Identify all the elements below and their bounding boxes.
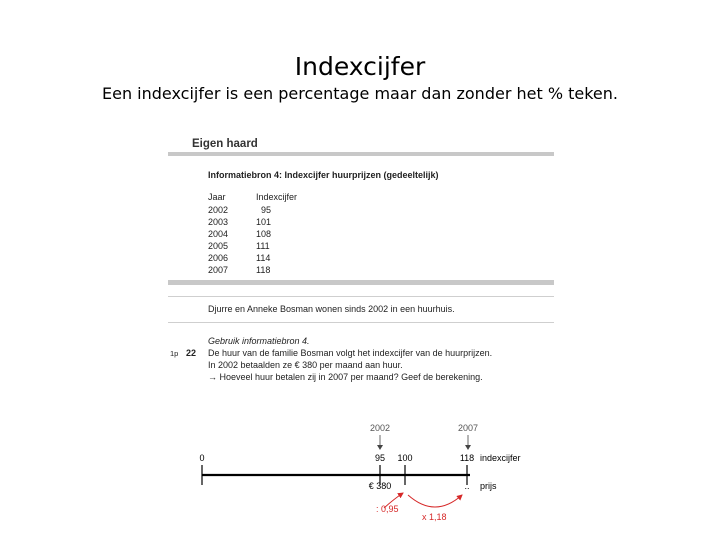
tick-label-100: 100 [397, 453, 413, 463]
table-cell-index: 111 [256, 241, 270, 251]
points-label: 1p [170, 349, 179, 358]
table-cell-index: 95 [261, 205, 272, 215]
index-axis-label: indexcijfer [480, 453, 521, 463]
table-cell-year: 2005 [208, 241, 229, 251]
price-axis-label: prijs [480, 481, 497, 491]
multiply-arrow [408, 495, 462, 507]
price-end-placeholder: .. [464, 481, 470, 491]
source-title: Informatiebron 4: Indexcijfer huurprijzen (gedeeltelijk) [208, 170, 439, 180]
year-start-arrowhead [377, 445, 383, 450]
table-cell-year: 2002 [208, 205, 229, 215]
table-cell-year: 2007 [208, 265, 229, 275]
multiply-label: x 1,18 [422, 512, 447, 522]
index-price-diagram [190, 415, 540, 525]
year-end-arrowhead [465, 445, 471, 450]
axis-zero-label: 0 [199, 453, 205, 463]
year-end-label: 2007 [457, 423, 479, 433]
table-header-index: Indexcijfer [256, 192, 298, 202]
slide-subtitle: Een indexcijfer is een percentage maar dan zonder het % teken. [101, 84, 618, 103]
question-line: → Hoeveel huur betalen zij in 2007 per maand? Geef de berekening. [208, 372, 483, 382]
question-line: In 2002 betaalden ze € 380 per maand aan huur. [208, 360, 403, 370]
box-bottom-line [168, 322, 554, 323]
table-cell-index: 118 [256, 265, 271, 275]
table-header-year: Jaar [208, 192, 226, 202]
tick-label-118: 118 [459, 453, 475, 463]
table-cell-index: 108 [256, 229, 272, 239]
price-start-label: € 380 [368, 481, 392, 491]
section-divider [168, 152, 554, 156]
table-cell-index: 101 [256, 217, 272, 227]
table-cell-year: 2003 [208, 217, 229, 227]
context-text: Djurre en Anneke Bosman wonen sinds 2002 in een huurhuis. [208, 304, 455, 314]
box-top-line [168, 296, 554, 297]
section-title: Eigen haard [192, 138, 258, 150]
year-start-label: 2002 [369, 423, 391, 433]
question-line: De huur van de familie Bosman volgt het indexcijfer van de huurprijzen. [208, 348, 493, 358]
source-divider [168, 280, 554, 285]
table-cell-index: 114 [256, 253, 271, 263]
slide-title: Indexcijfer [294, 52, 426, 81]
table-cell-year: 2006 [208, 253, 229, 263]
table-cell-year: 2004 [208, 229, 229, 239]
tick-label-95: 95 [374, 453, 386, 463]
divide-label: : 0,95 [376, 504, 399, 514]
question-number: 22 [186, 348, 197, 358]
use-source-note: Gebruik informatiebron 4. [208, 336, 310, 346]
